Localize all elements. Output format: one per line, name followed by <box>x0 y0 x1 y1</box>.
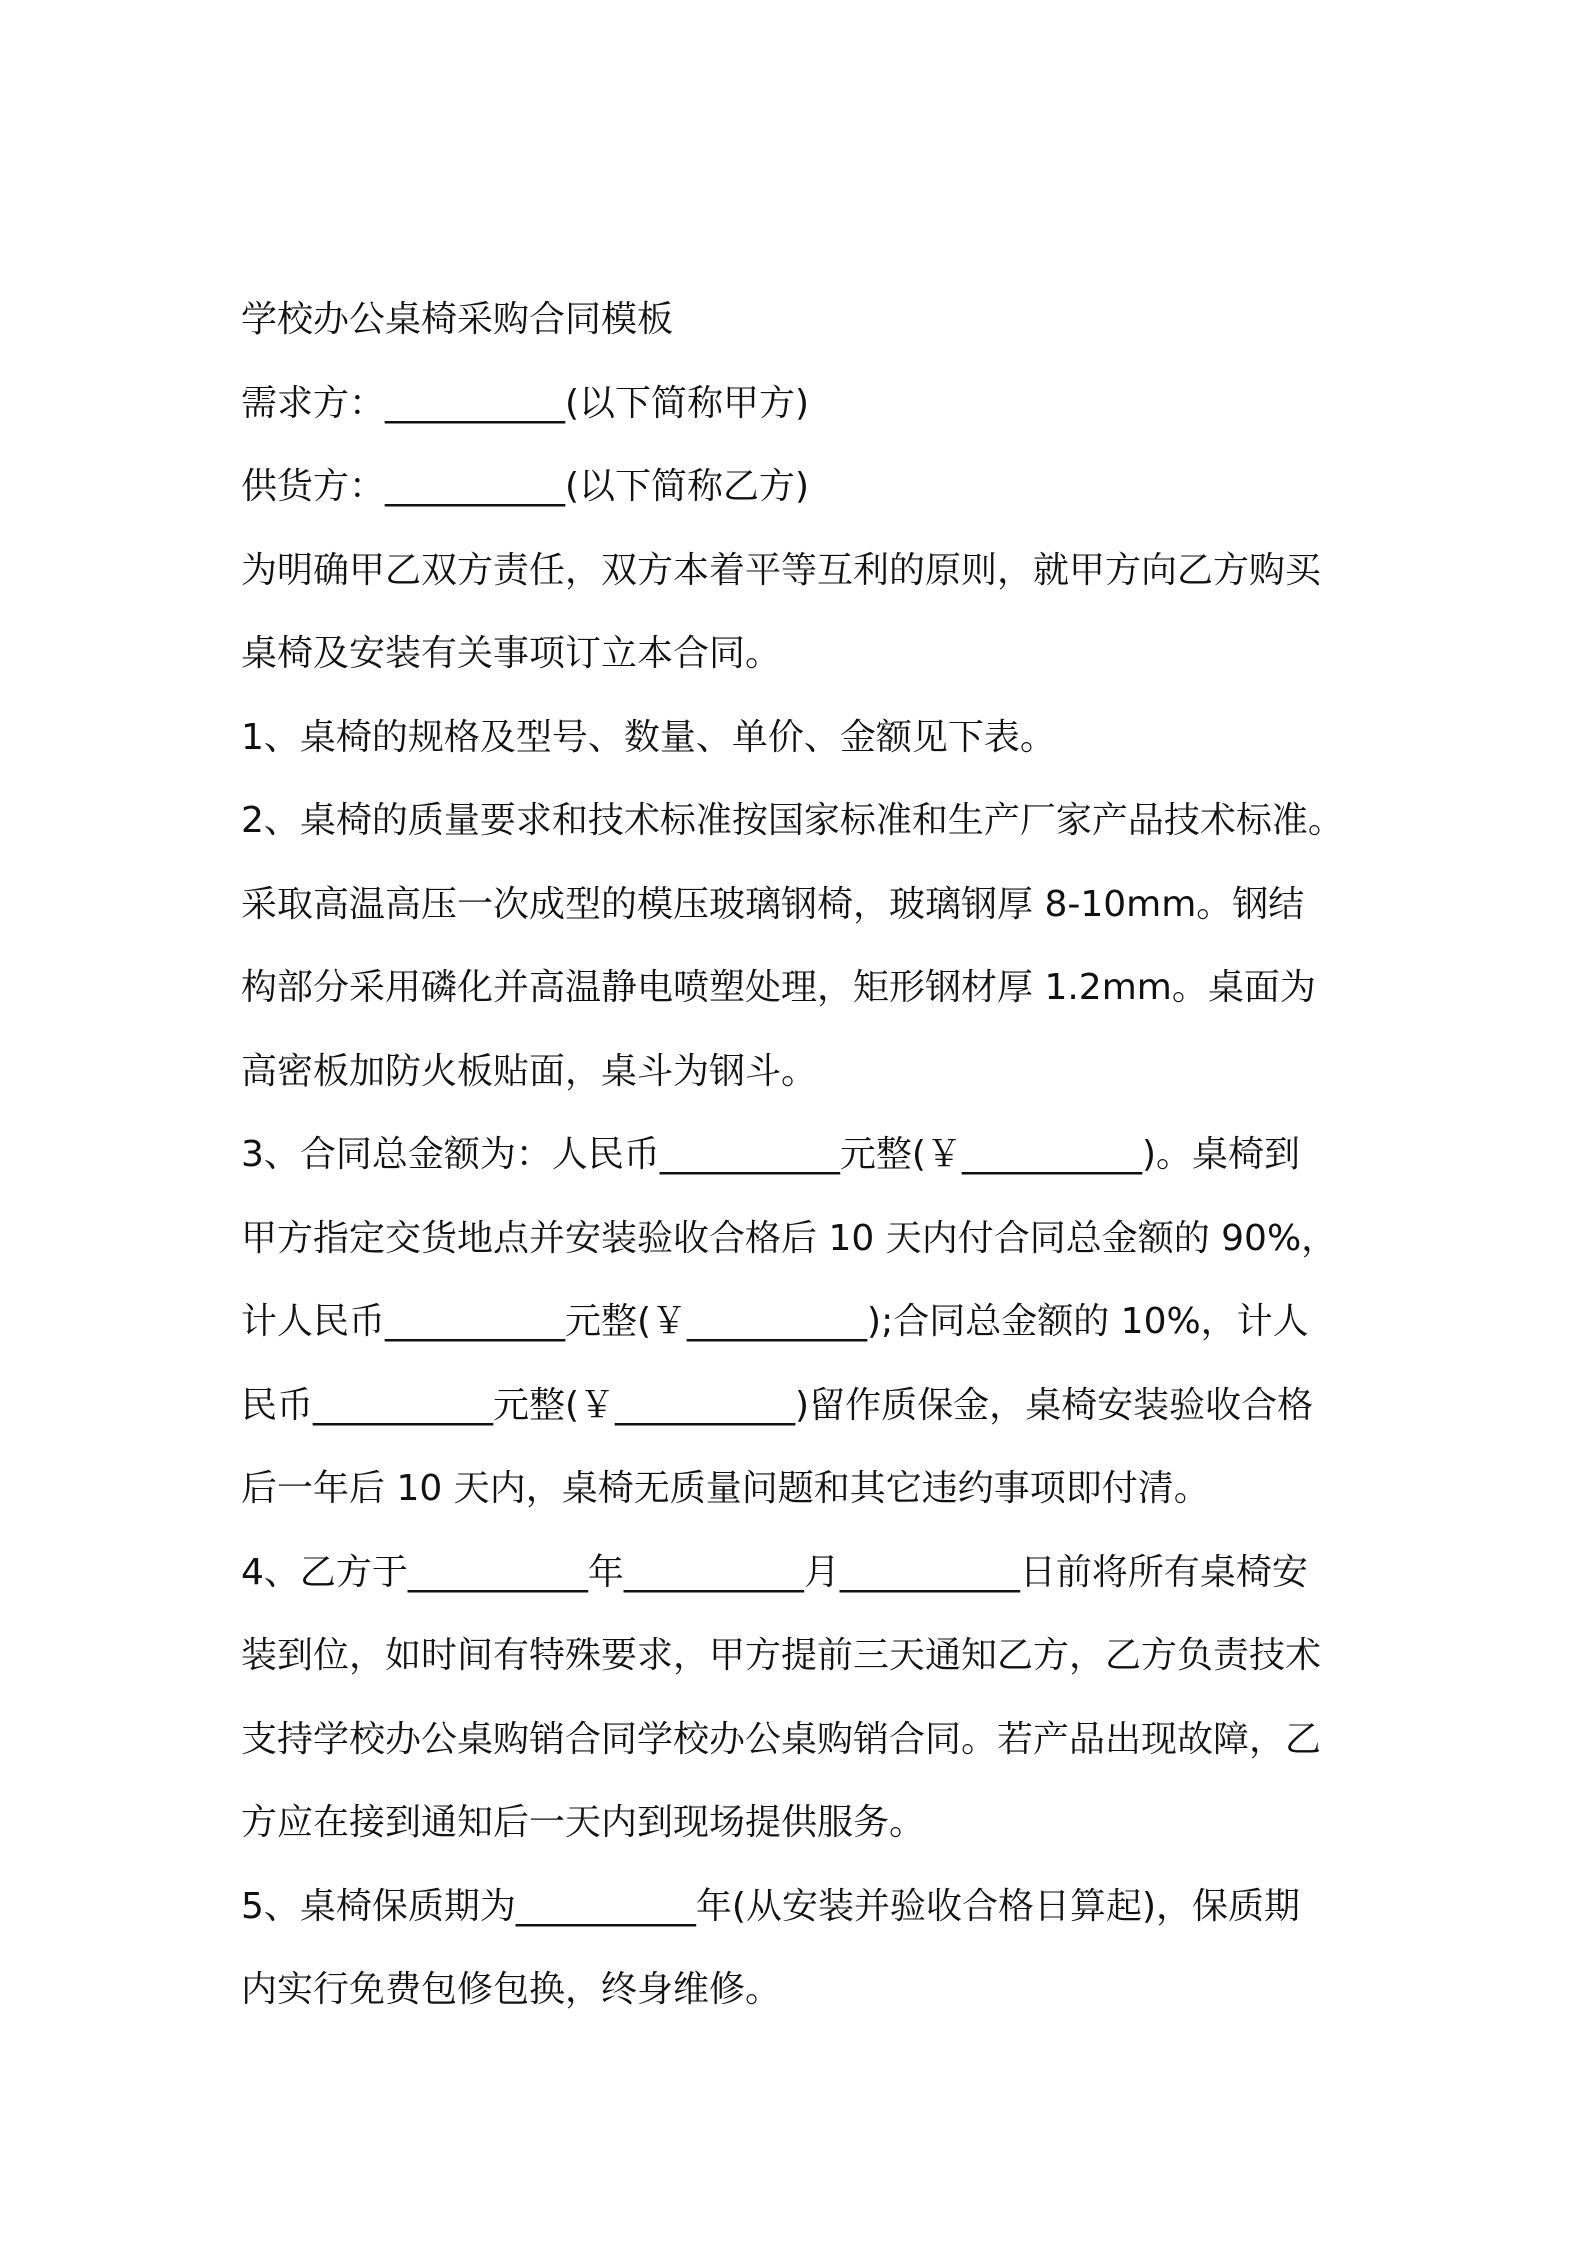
preamble-line-2: 桌椅及安装有关事项订立本合同。 <box>241 633 782 674</box>
clause-3-line-1: 3、合同总金额为：人民币__________元整(￥__________)。桌椅到 <box>241 1134 1300 1175</box>
clause-2-line-3: 构部分采用磷化并高温静电喷塑处理，矩形钢材厚 1.2mm。桌面为 <box>241 967 1316 1008</box>
document-title: 学校办公桌椅采购合同模板 <box>241 299 674 340</box>
clause-2-line-1: 2、桌椅的质量要求和技术标准按国家标准和生产厂家产品技术标准。 <box>241 800 1344 841</box>
preamble-line-1: 为明确甲乙双方责任，双方本着平等互利的原则，就甲方向乙方购买 <box>241 549 1322 591</box>
party-a-line: 需求方：__________(以下简称甲方) <box>241 382 810 424</box>
clause-1-line-1: 1、桌椅的规格及型号、数量、单价、金额见下表。 <box>241 716 1056 758</box>
clause-4-line-2: 装到位，如时间有特殊要求，甲方提前三天通知乙方，乙方负责技术 <box>241 1635 1322 1676</box>
clause-2-line-2: 采取高温高压一次成型的模压玻璃钢椅，玻璃钢厚 8-10mm。钢结 <box>241 883 1305 925</box>
clause-4-line-1: 4、乙方于__________年__________月__________日前将所有桌椅安 <box>241 1551 1308 1593</box>
clause-5-line-2: 内实行免费包修包换，终身维修。 <box>241 1969 782 2010</box>
clause-2-line-4: 高密板加防火板贴面，桌斗为钢斗。 <box>241 1050 818 1092</box>
clause-3-line-4: 民币__________元整(￥__________)留作质保金，桌椅安装验收合格 <box>241 1384 1314 1426</box>
clause-3-line-3: 计人民币__________元整(￥__________);合同总金额的 10%，计人 <box>241 1301 1309 1342</box>
document-body <box>241 278 1361 2032</box>
clause-3-line-2: 甲方指定交货地点并安装验收合格后 10 天内付合同总金额的 90%， <box>241 1217 1338 1259</box>
clause-4-line-4: 方应在接到通知后一天内到现场提供服务。 <box>241 1802 926 1843</box>
clause-3-line-5: 后一年后 10 天内，桌椅无质量问题和其它违约事项即付清。 <box>241 1468 1210 1509</box>
clause-5-line-1: 5、桌椅保质期为__________年(从安装并验收合格日算起)，保质期 <box>241 1885 1300 1927</box>
clause-4-line-3: 支持学校办公桌购销合同学校办公桌购销合同。若产品出现故障，乙 <box>241 1718 1322 1760</box>
party-b-line: 供货方：__________(以下简称乙方) <box>241 466 810 507</box>
